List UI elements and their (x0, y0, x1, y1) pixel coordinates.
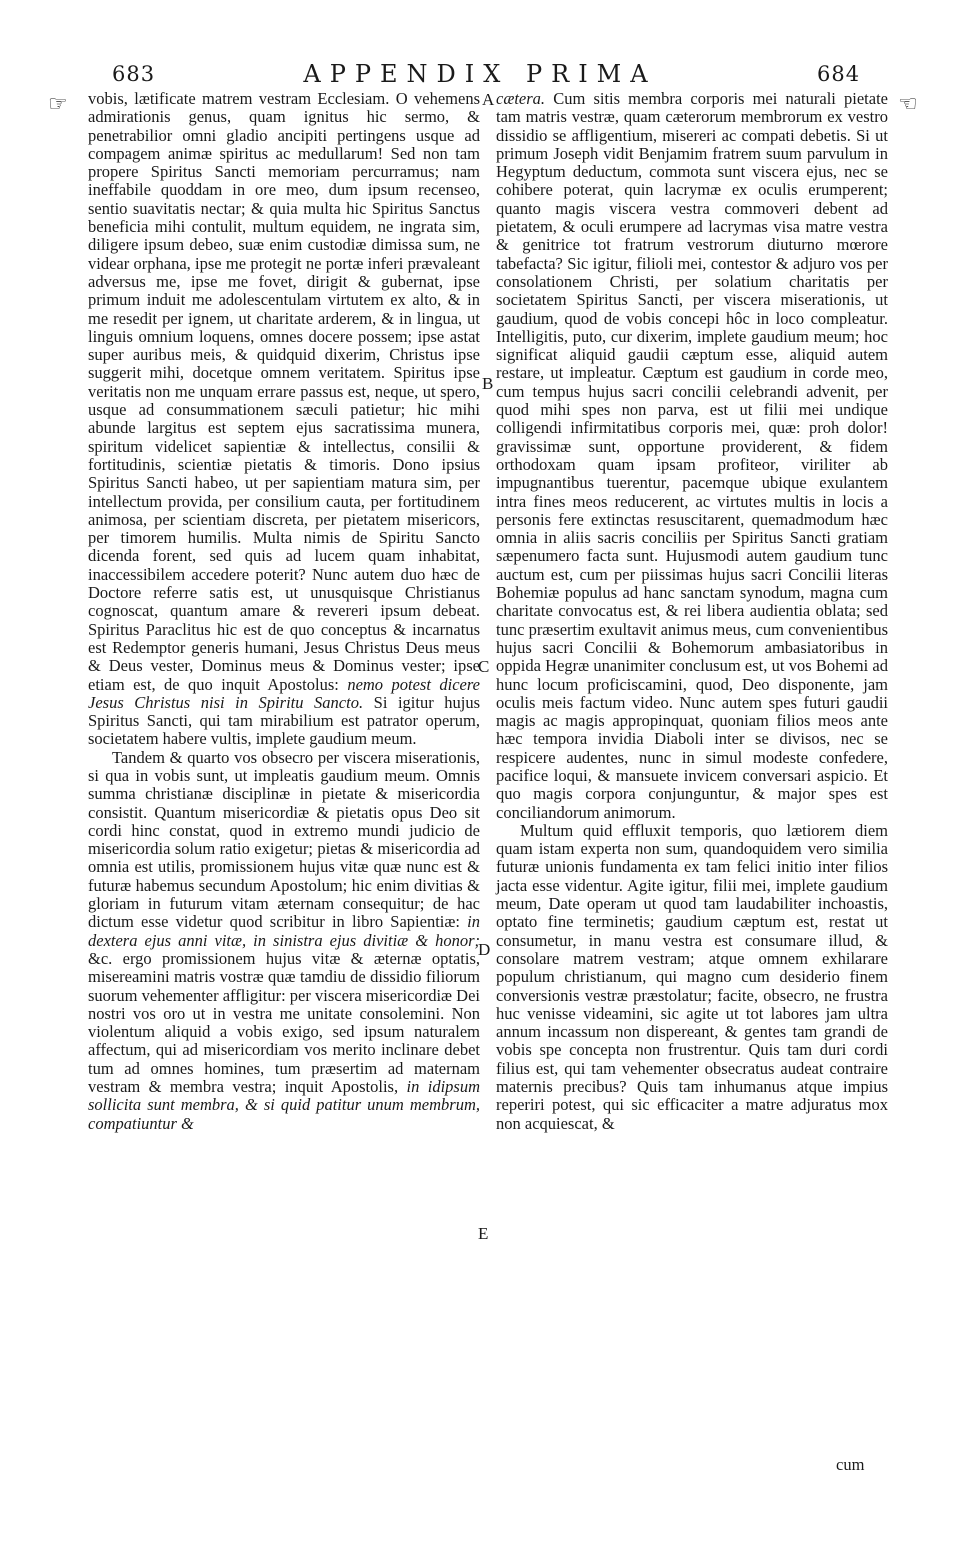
paragraph (88, 90, 480, 749)
margin-letter-a: A (482, 90, 495, 109)
running-title: APPENDIX PRIMA (303, 60, 657, 88)
pointing-hand-icon: ☜ (898, 92, 918, 117)
page-number-right: 684 (817, 62, 861, 86)
paragraph-text: Multum quid effluxit temporis, quo lætiorem diem quam istam experta non sum, quandoquidem vero similia futuræ unionis fundamenta ex tam felici initio inter filios jacta esse videntur. Agite igitur, filii mei, implete gaudium meum, Date operam ut quod tam laudabiliter inchoastis, optato fine terminetis; gaudium cæptum est, restat ut consumetur, in manu vestra est consumare illud, & consolare matrem vestram; atque omnem exhilarare populum christianum, qui magno cum desiderio finem conversionis vestræ præstolatur; facite, obsecro, ne frustra huc venisse videamini, sic agite ut tot labores jam ultra annum incassum non dispereant, & gentes tam grandi de vobis spe concepta non frustrentur. Quis tam duri cordi filius est, qui tam vehementer obsecratus audeat contraire maternis precibus? Quis tam inhumanus atque impius reperiri potest, qui sic efficaciter a matre adjuratus mox non acquiescat, & (496, 820, 888, 1133)
margin-letter-d: D (478, 940, 491, 959)
right-column (496, 90, 888, 1133)
running-header (0, 62, 960, 92)
pointing-hand-icon: ☞ (48, 92, 68, 117)
paragraph-text: vobis, lætificate matrem vestram Ecclesiam. O vehemens admirationis genus, quam ignitus hic sermo, & penetrabilior omni gladio ancipiti pertingens usque ad compagem animæ spiritus ac medullarum! Sed non tam propere Spiritus Sancti memoriam percurramus; nam ineffabile quoddam in ore meo, dum ipsum recenseo, sentio suavitatis nectar; & quia multa hic Spiritus Sanctus beneficia mihi contulit, multum equidem, ne ingrata sim, diligere ipsum debeo, suæ enim custodiæ dimissa sum, ne videar orphana, ipse me protegit ne portæ inferi prævaleant adversus me, ipse me fovet, dirigit & gubernat, ipse primum induit me adolescentulam virtutem ex alto, & in me resedit per ignem, ut charitate arderem, & in lingua, ut linguis omnium loquens, omnes docere possem; ipse astat super auribus meis, & quidquid dixerim, Christus ipse suggerit mihi, docetque omnem veritatem. Spiritus ipse veritatis non me unquam errare passus est, neque, ut spero, usque ad consummationem sæculi patietur; hic mihi abunde largitus est septem ejus sacratissima munera, spiritum videlicet sapientiæ & intellectus, consilii & fortitudinis, scientiæ pietatis & timoris. Dono ipsius Spiritus Sancti habeo, ut per sapientiam matura sim, per intellectum provida, per consilium cauta, per fortitudinem animosa, per scientiam discreta, per pietatem misericors, per timorem humilis. Multa nimis de Spiritu Sancto dicenda forent, sed quis ad lucem quam inhabitat, inaccessibilem accedere poterit? Nunc autem duo hæc de Doctore referre satis est, ut unusquisque Christianus cognoscat, quantum amare & revereri ipsum debeat. Spiritus Paraclitus hic est de quo conceptus & incarnatus est Redemptor generis humani, Jesus Christus Deus meus & Deus vester, Dominus meus & Dominus vester; ipse etiam est, de quo inquit Apostolus: (88, 89, 480, 694)
margin-letter-c: C (478, 657, 490, 676)
catchword: cum (836, 1455, 865, 1474)
left-column (88, 90, 480, 1133)
paragraph (88, 749, 480, 1133)
margin-letter-e: E (478, 1224, 489, 1243)
page-number-left: 683 (112, 62, 156, 86)
italic-quote: cætera. (496, 89, 546, 108)
italic-quote: nemo potest dicere Jesus Christus nisi in Spiritu Sancto. (88, 674, 481, 712)
paragraph-text: &c. ergo promissionem hujus vitæ & æternæ optatis, misereamini matris vostræ quæ tamdiu de dissidio filiorum suorum vehementer affligitur: per viscera misericordiæ Dei nostri vos oro ut in vestra me unitate consolemini. Non violentum aliquid a vobis exigo, sed ipsum naturalem affectum, qui ad misericordiam vos merito inclinare debet tum ad omnes homines, tum præsertim ad maternam vestram & membra vestra; inquit Apostolis, (88, 948, 480, 1097)
paragraph-text: Cum sitis membra corporis mei naturali pietate tam matris vestræ, quam cæterorum membrorum ex vestro dissidio se affligentium, misereri ac compati debetis. Si ut primum Joseph vidit Benjamim fratrem suum parvulum in Hegyptum deductum, commota sunt viscera ejus, nec se cohibere poterat, quin lacrymæ ex oculis erumperent; quanto magis viscera vestra commoveri debent ad pietatem, & oculi erumpere ad lacrymas visa matre vestra & genitrice tot fratrum vestrorum diuturno mœrore tabefacta? Sic igitur, filioli mei, contestor & adjuro vos per consolationem Christi, per solatium charitatis per societatem Spiritus Sancti, per viscera miserationis, ut gaudium, quod de vobis concepi hôc in loco compleatur. Intelligitis, puto, cur dixerim, implete gaudium meum; hoc significat aliquid gaudii cæptum esse, aliquid autem restare, ut impleatur. Cæptum est gaudium in corde meo, cum tempus hujus sacri concilii celebrandi advenit, per quod mihi spes non parva, est ut filii mei undique colligendi infirmitatibus corporis mei, quæ: proh dolor! gravissimæ sunt, opportune providerent, & fidem orthodoxam quam ipsam profiteor, viriliter ab impugnantibus tuerentur, pacemque ubique exulantem intra fines meos reducerent, ac virtutes multis in locis a personis fere extinctas resuscitarent, quemadmodum hæc omnia in aliis sacris conciliis per Spiritus Sancti gratiam sæpenumero facta sunt. Hujusmodi autem gaudium tunc auctum est, cum per piissimas hujus sacri Concilii literas Bohemiæ populus ad hanc sanctam synodum, magna cum charitate convocatus est, & rei libera audientia oblata; sed tunc præsertim exultavit animus meus, cum convenientibus hujus sacri Concilii & Bohemorum ambasiatoribus in oppida Hegræ unanimiter conclusum est, ut vos Bohemi ad hunc locum proficiscamini, quod, Deo disponente, jam oculis meis factum video. Nunc autem spes futuri gaudii magis ac magis appropinquat, quoniam filios meos ante hæc tempora invidia Diaboli inter se divisos, nec se respicere audentes, nunc in simul modeste confedere, pacifice loqui, & mansuete invicem conversari aspicio. Et quo magis corpora conjunguntur, & major spes est conciliandorum animorum. (496, 89, 888, 822)
paragraph-text: Tandem & quarto vos obsecro per viscera miserationis, si qua in vobis sunt, ut impleatis gaudium meum. Omnis summa christianæ disciplinæ in pietate & misericordia consistit. Quantum misericordiæ & pietatis opus Deo sit cordi hinc constat, quod in extremo mundi judicio de misericordia solum ratio exigetur; pietas & misericordia ad omnia est utilis, promissionem hujus vitæ quæ nunc est & futuræ habemus secundum Apostolum; hic enim divitias & gloriam in futurum vitam æternam consequitur; de hac dictum esse videtur quod scribitur in libro Sapientiæ: (88, 747, 480, 932)
margin-letter-b: B (482, 374, 494, 393)
paragraph (496, 90, 888, 822)
italic-quote: in idipsum sollicita sunt membra, & si quid patitur unum membrum, compatiuntur & (88, 1077, 480, 1133)
paragraph (496, 822, 888, 1133)
paragraph-text: Si igitur hujus Spiritus Sancti, qui tam mirabilium est patrator operum, societatem habere vultis, implete gaudium meum. (88, 692, 481, 749)
italic-quote: in dextera ejus anni vitæ, in sinistra ejus divitiæ & honor; (88, 912, 481, 950)
